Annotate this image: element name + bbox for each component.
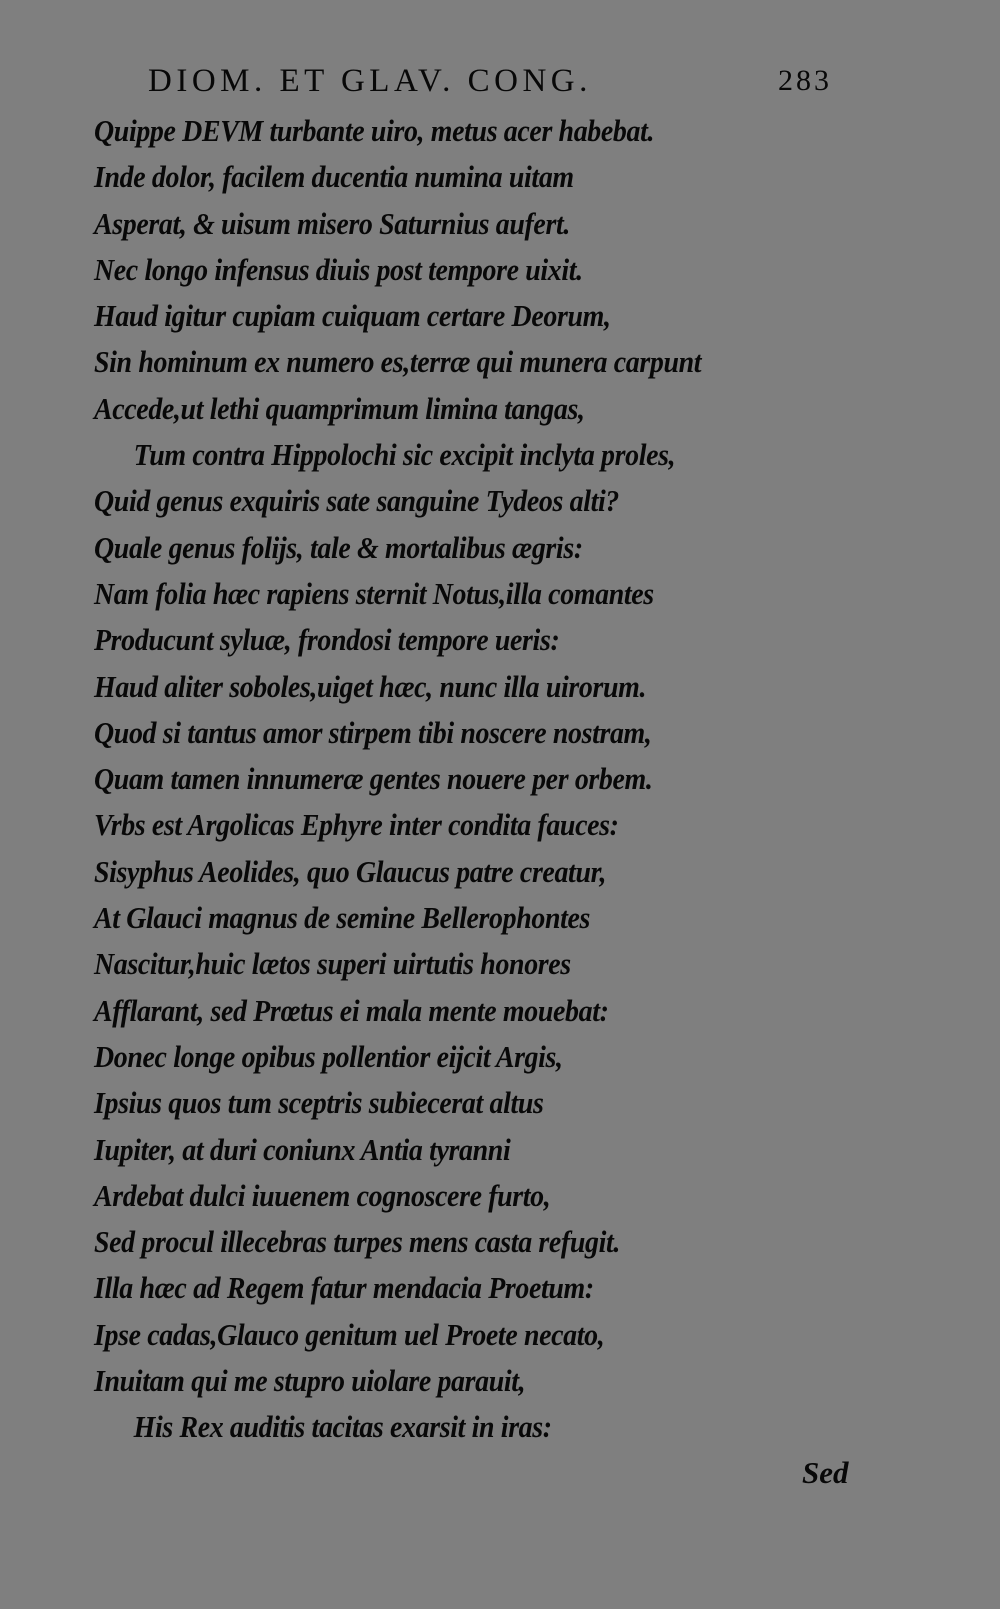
verse-line: Ipsius quos tum sceptris subiecerat altus [94, 1085, 544, 1121]
page-header [148, 58, 838, 104]
catchword: Sed [802, 1455, 849, 1490]
page-number: 283 [778, 64, 832, 97]
verse-line: Vrbs est Argolicas Ephyre inter condita fauces: [94, 807, 619, 843]
verse-line: Iupiter, at duri coniunx Antia tyranni [94, 1131, 511, 1167]
verse-line: Haud igitur cupiam cuiquam certare Deorum, [94, 298, 611, 334]
verse-line: Asperat, & uisum misero Saturnius aufert. [94, 205, 570, 241]
verse-line: Illa hæc ad Regem fatur mendacia Proetum: [94, 1270, 594, 1306]
verse-line: Sin hominum ex numero es,terræ qui munera carpunt [94, 344, 702, 380]
verse-line: Nascitur,huic lætos superi uirtutis honores [94, 946, 571, 982]
running-title: DIOM. ET GLAV. CONG. [148, 63, 592, 99]
verse-line: Quam tamen innumeræ gentes nouere per orbem. [94, 761, 653, 797]
verse-line: Quippe DEVM turbante uiro, metus acer habebat. [94, 113, 655, 148]
verse-line: Quod si tantus amor stirpem tibi noscere nostram, [94, 714, 652, 750]
verse-line: Quale genus folijs, tale & mortalibus ægris: [94, 529, 583, 565]
verse-line: Sed procul illecebras turpes mens casta refugit. [94, 1224, 620, 1260]
verse-line: Ardebat dulci iuuenem cognoscere furto, [94, 1177, 551, 1213]
verse-line: Producunt syluæ, frondosi tempore ueris: [94, 622, 560, 658]
verse-line: His Rex auditis tacitas exarsit in iras: [133, 1409, 552, 1445]
verse-line: Afflarant, sed Prœtus ei mala mente mouebat: [94, 992, 609, 1028]
verse-line: Nec longo infensus diuis post tempore uixit. [94, 251, 583, 287]
verse-line: Haud aliter soboles,uiget hæc, nunc illa uirorum. [94, 668, 647, 704]
verse-line: Quid genus exquiris sate sanguine Tydeos alti? [94, 483, 619, 519]
verse-block [94, 108, 854, 1451]
verse-line: Accede,ut lethi quamprimum limina tangas, [94, 390, 585, 426]
verse-line: Donec longe opibus pollentior eijcit Argis, [94, 1038, 563, 1074]
verse-line: Sisyphus Aeolides, quo Glaucus patre creatur, [94, 853, 607, 889]
verse-line: Inde dolor, facilem ducentia numina uitam [94, 159, 574, 195]
verse-line: At Glauci magnus de semine Bellerophontes [94, 900, 591, 936]
verse-line: Nam folia hæc rapiens sternit Notus,illa comantes [94, 575, 654, 611]
verse-line: Tum contra Hippolochi sic excipit inclyta proles, [133, 437, 676, 473]
verse-line: Ipse cadas,Glauco genitum uel Proete necato, [94, 1316, 605, 1352]
verse-line: Inuitam qui me stupro uiolare parauit, [94, 1363, 526, 1399]
